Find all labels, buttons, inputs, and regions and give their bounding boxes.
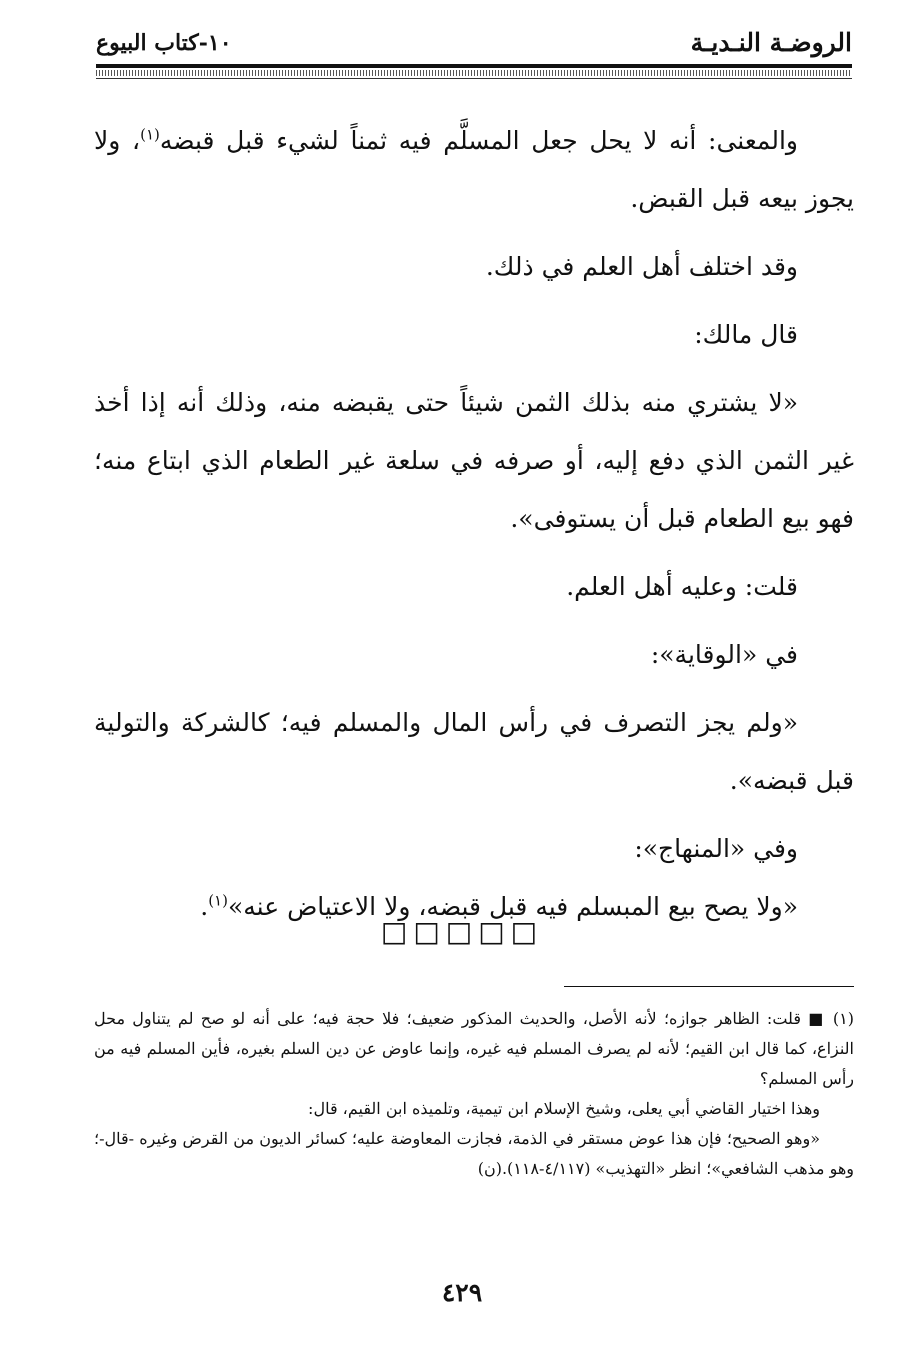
page-number: ٤٢٩ bbox=[441, 1278, 483, 1307]
paragraph-minhaj-intro: وفي «المنهاج»: bbox=[634, 834, 798, 863]
paragraph-text-end: . bbox=[200, 892, 209, 921]
header-rule-hatched bbox=[96, 70, 852, 76]
book-title: الروضـة النـديـة bbox=[690, 28, 852, 57]
footnotes bbox=[94, 1004, 854, 1184]
running-header bbox=[96, 28, 852, 64]
section-separator: □□□□□ bbox=[380, 915, 544, 948]
paragraph-wiqaya-quote: «ولم يجز التصرف في رأس المال والمسلم فيه؛ كالشركة والتولية قبل قبضه». bbox=[94, 708, 854, 795]
editor-signature: (ن) bbox=[477, 1159, 502, 1178]
footnote-rule bbox=[564, 986, 854, 987]
header-rule-thick bbox=[96, 64, 852, 68]
footnote-ref: (١) bbox=[208, 891, 228, 910]
header-rule-thin bbox=[96, 78, 852, 79]
paragraph-disagreement: وقد اختلف أهل العلم في ذلك. bbox=[485, 252, 798, 281]
footnote-1-continuation: وهذا اختيار القاضي أبي يعلى، وشيخ الإسلام ابن تيمية، وتلميذه ابن القيم، قال: bbox=[308, 1099, 820, 1118]
footnote-1-quote bbox=[94, 1124, 854, 1184]
paragraph-malik-quote: «لا يشتري منه بذلك الثمن شيئاً حتى يقبضه منه، وذلك أنه إذا أخذ غير الثمن الذي دفع إليه، أو صرفه في سلعة غير الطعام الذي ابتاع منه؛ فهو بيع الطعام قبل أن يستوفى». bbox=[94, 388, 854, 533]
paragraph-meaning bbox=[94, 112, 854, 228]
main-text bbox=[94, 112, 854, 936]
chapter-title: ١٠-كتاب البيوع bbox=[96, 30, 232, 56]
square-mark-icon: ■ bbox=[808, 1009, 826, 1028]
footnote-1 bbox=[94, 1004, 854, 1094]
paragraph-author-note: قلت: وعليه أهل العلم. bbox=[566, 572, 798, 601]
paragraph-text: والمعنى: أنه لا يحل جعل المسلَّم فيه ثمناً لشيء قبل قبضه bbox=[159, 126, 798, 155]
footnote-text: قلت: الظاهر جوازه؛ لأنه الأصل، والحديث المذكور ضعيف؛ فلا حجة فيه؛ على أنه لو صح لم يتناول محل النزاع، كما قال ابن القيم؛ لأنه لم يصرف المسلم فيه غيره، وإنما عاوض عن دين السلم بغيره، فأين المسلم فيه من رأس المسلم؟ bbox=[94, 1009, 854, 1088]
paragraph-text-end: ، ولا يجوز بيعه قبل القبض. bbox=[94, 126, 854, 213]
footnote-number: (١) bbox=[832, 1009, 854, 1028]
paragraph-text: «ولا يصح بيع المبسلم فيه قبل قبضه، ولا الاعتياض عنه» bbox=[227, 892, 798, 921]
paragraph-wiqaya-intro: في «الوقاية»: bbox=[650, 640, 798, 669]
paragraph-malik-intro: قال مالك: bbox=[694, 320, 798, 349]
footnote-ref: (١) bbox=[140, 125, 160, 144]
footnote-quote-text: «وهو الصحيح؛ فإن هذا عوض مستقر في الذمة، فجازت المعاوضة عليه؛ كسائر الديون من القرض وغيره -قال-؛ وهو مذهب الشافعي»؛ انظر «التهذيب» (٤/١١٧-١١٨). bbox=[94, 1129, 854, 1178]
